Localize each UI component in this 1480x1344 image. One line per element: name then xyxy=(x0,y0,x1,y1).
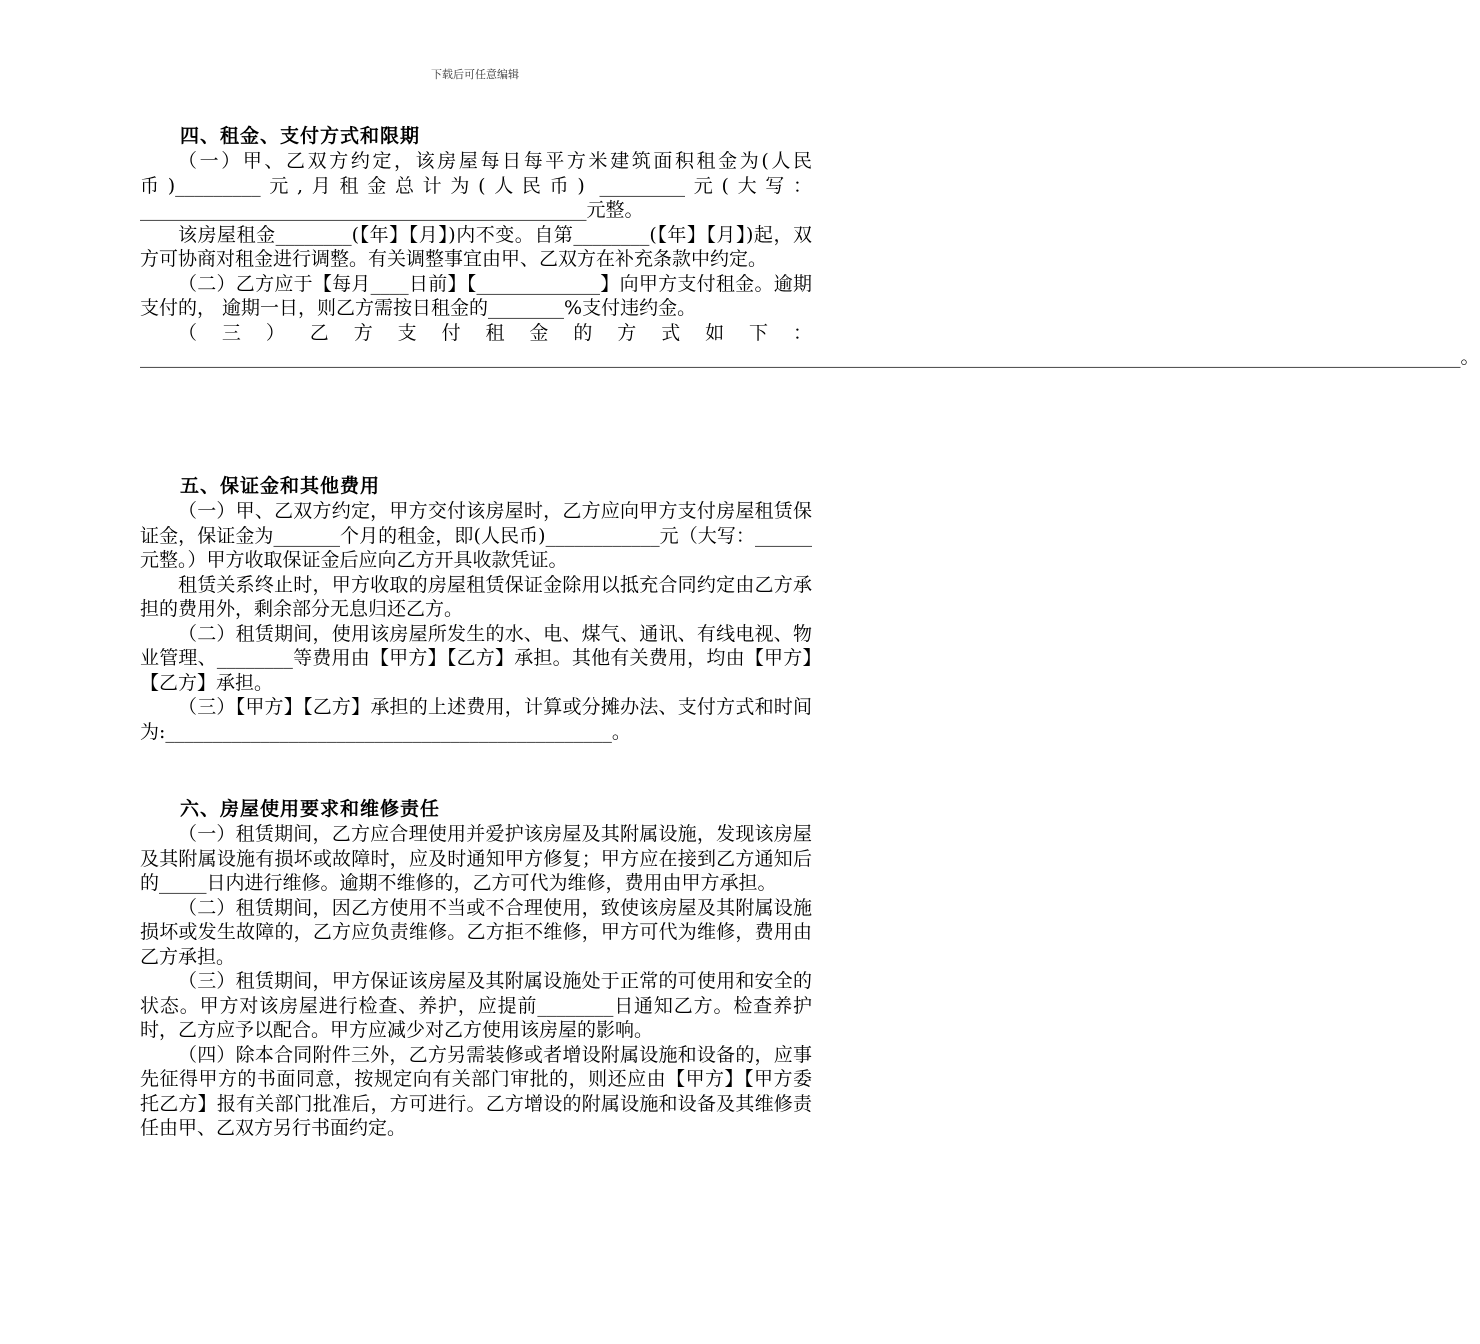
paragraph: （一）租赁期间，乙方应合理使用并爱护该房屋及其附属设施，发现该房屋及其附属设施有损坏或故障时，应及时通知甲方修复；甲方应在接到乙方通知后的_____日内进行维修。逾期不维修的，乙方可代为维修，费用由甲方承担。 xyxy=(140,823,812,894)
paragraph: （一）甲、乙双方约定，该房屋每日每平方米建筑面积租金为(人民币)_________元,月租金总计为(人民币) _________元(大写：_______________________________________________元整。 xyxy=(140,150,812,221)
paragraph: （四）除本合同附件三外，乙方另需装修或者增设附属设施和设备的，应事先征得甲方的书面同意，按规定向有关部门审批的，则还应由【甲方】【甲方委托乙方】报有关部门批准后，方可进行。乙方增设的附属设施和设备及其维修责任由甲、乙双方另行书面约定。 xyxy=(140,1043,812,1139)
section-maintenance-body xyxy=(140,822,812,1141)
paragraph: （三）【甲方】【乙方】承担的上述费用，计算或分摊办法、支付方式和时间为:_______________________________________________。 xyxy=(140,696,812,743)
paragraph: （三）租赁期间，甲方保证该房屋及其附属设施处于正常的可使用和安全的状态。甲方对该房屋进行检查、养护，应提前________日通知乙方。检查养护时，乙方应予以配合。甲方应减少对乙方使用该房屋的影响。 xyxy=(140,970,812,1041)
paragraph: （二）租赁期间，因乙方使用不当或不合理使用，致使该房屋及其附属设施损坏或发生故障的，乙方应负责维修。乙方拒不维修，甲方可代为维修，费用由乙方承担。 xyxy=(140,896,812,968)
section-deposit-body xyxy=(140,499,812,744)
section-title-maintenance: 六、房屋使用要求和维修责任 xyxy=(180,798,441,820)
paragraph: 租赁关系终止时，甲方收取的房屋租赁保证金除用以抵充合同约定由乙方承担的费用外，剩余部分无息归还乙方。 xyxy=(140,573,812,620)
section-title-deposit: 五、保证金和其他费用 xyxy=(180,475,381,497)
paragraph: （二）乙方应于【每月____日前】【_____________】向甲方支付租金。逾期支付的， 逾期一日，则乙方需按日租金的________%支付违约金。 xyxy=(140,272,812,319)
section-title-rent: 四、租金、支付方式和限期 xyxy=(180,125,421,147)
page-header: 下载后可任意编辑 xyxy=(431,68,519,81)
paragraph: （二）租赁期间，使用该房屋所发生的水、电、煤气、通讯、有线电视、物业管理、________等费用由【甲方】【乙方】承担。其他有关费用，均由【甲方】【乙方】承担。 xyxy=(140,622,812,694)
paragraph: 该房屋租金________(【年】【月】)内不变。自第________(【年】【月】)起，双方可协商对租金进行调整。有关调整事宜由甲、乙双方在补充条款中约定。 xyxy=(140,223,812,270)
paragraph: （三）乙方支付租金的方式如下：___________________________________________________________________________________________________________________________________________。 xyxy=(140,321,1480,368)
section-rent-body xyxy=(140,149,1480,370)
paragraph: （一）甲、乙双方约定，甲方交付该房屋时，乙方应向甲方支付房屋租赁保证金，保证金为_______个月的租金，即(人民币)____________元（大写：______元整。）甲方收取保证金后应向乙方开具收款凭证。 xyxy=(140,500,812,571)
